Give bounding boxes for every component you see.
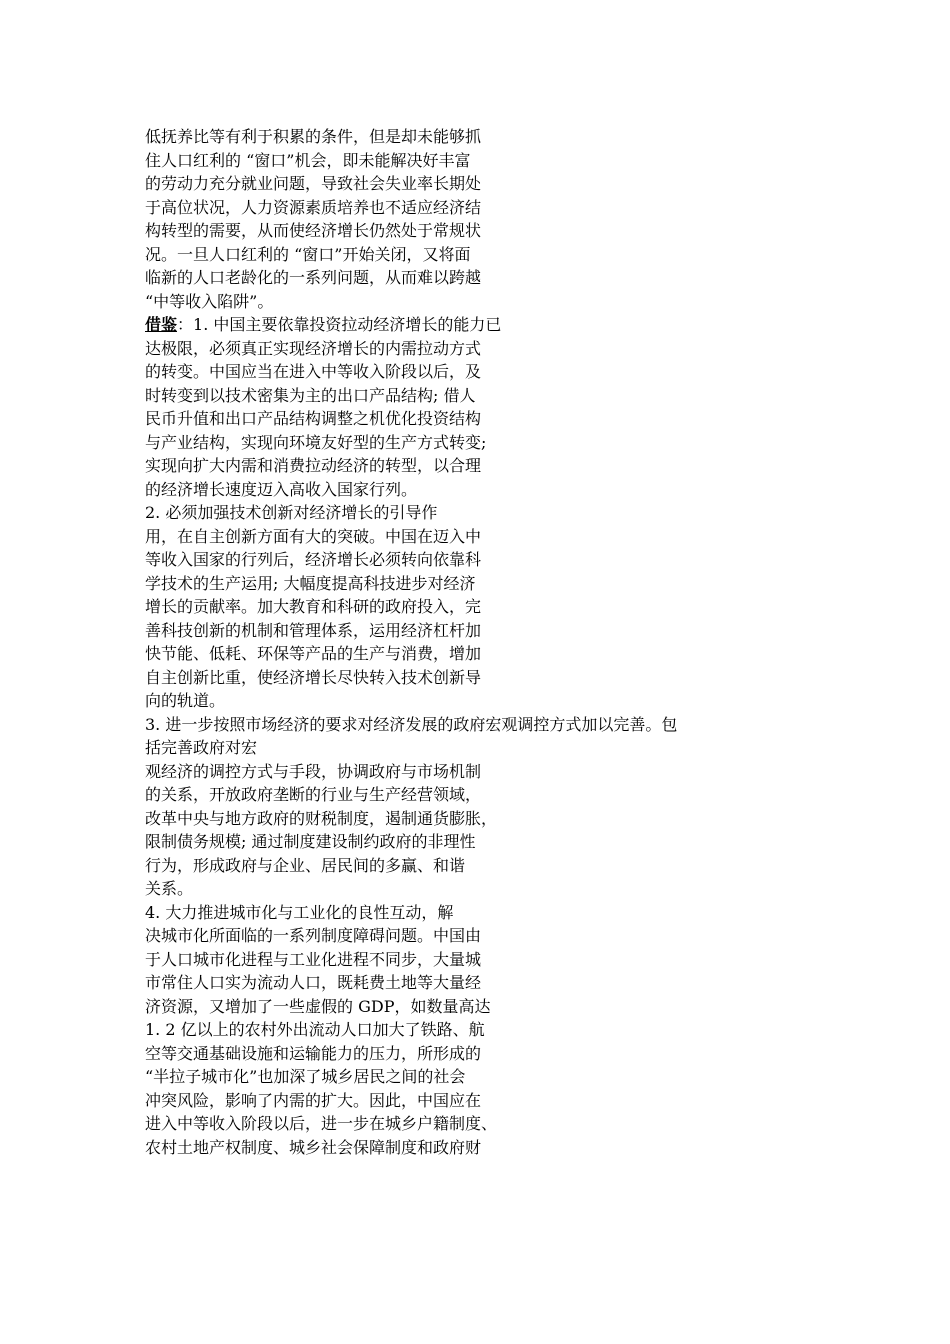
lesson-label: 借鉴	[145, 315, 178, 334]
text-line: 住人口红利的 “窗口”机会，即未能解决好丰富	[145, 150, 471, 170]
text-line: 实现向扩大内需和消费拉动经济的转型，以合理	[145, 456, 482, 475]
text-line: 于高位状况，人力资源素质培养也不适应经济结	[145, 197, 482, 217]
text-line: 农村土地产权制度、城乡社会保障制度和政府财	[145, 1137, 482, 1157]
text-line: 向的轨道。	[145, 691, 226, 710]
text-line: 的转变。中国应当在进入中等收入阶段以后，及	[145, 362, 482, 381]
text-line: 空等交通基础设施和运输能力的压力，所形成的	[145, 1043, 482, 1063]
body-text	[145, 125, 845, 1159]
text-line: 的劳动力充分就业问题，导致社会失业率长期处	[145, 174, 482, 193]
text-line: 4. 大力推进城市化与工业化的良性互动，解	[145, 902, 454, 922]
text-line: “半拉子城市化”也加深了城乡居民之间的社会	[145, 1067, 466, 1086]
text-line: 构转型的需要，从而使经济增长仍然处于常规状	[145, 221, 482, 240]
text-line: 关系。	[145, 879, 194, 898]
lesson-heading-line	[145, 313, 845, 337]
text-line: 学技术的生产运用; 大幅度提高科技进步对经济	[145, 573, 476, 593]
text-line: 1. 2 亿以上的农村外出流动人口加大了铁路、航	[145, 1020, 485, 1039]
text-line: 的关系，开放政府垄断的行业与生产经营领域，	[145, 785, 482, 804]
lesson-first-line-text: ：1. 中国主要依靠投资拉动经济增长的能力已	[177, 315, 502, 334]
text-line: 观经济的调控方式与手段，协调政府与市场机制	[145, 761, 482, 781]
text-line: 况。一旦人口红利的 “窗口”开始关闭，又将面	[145, 244, 471, 264]
text-line: 冲突风险，影响了内需的扩大。因此，中国应在	[145, 1090, 482, 1110]
text-line: 行为，形成政府与企业、居民间的多赢、和谐	[145, 855, 466, 875]
text-line: 低抚养比等有利于积累的条件，但是却未能够抓	[145, 127, 482, 146]
text-line: 增长的贡献率。加大教育和科研的政府投入，完	[145, 597, 482, 616]
text-line: 用，在自主创新方面有大的突破。中国在迈入中	[145, 526, 482, 546]
text-line: 时转变到以技术密集为主的出口产品结构; 借人	[145, 385, 476, 405]
text-line: 于人口城市化进程与工业化进程不同步，大量城	[145, 949, 482, 969]
text-line: 市常住人口实为流动人口，既耗费土地等大量经	[145, 973, 482, 992]
text-line: “中等收入陷阱”。	[145, 291, 274, 311]
text-line: 济资源，又增加了一些虚假的 GDP，如数量高达	[145, 996, 491, 1016]
text-line: 决城市化所面临的一系列制度障碍问题。中国由	[145, 926, 482, 945]
text-line: 自主创新比重，使经济增长尽快转入技术创新导	[145, 667, 482, 687]
text-line: 括完善政府对宏	[145, 738, 258, 757]
text-line: 民币升值和出口产品结构调整之机优化投资结构	[145, 409, 482, 428]
text-line: 进入中等收入阶段以后，进一步在城乡户籍制度、	[145, 1114, 498, 1133]
text-line: 与产业结构，实现向环境友好型的生产方式转变;	[145, 432, 487, 452]
text-line: 临新的人口老龄化的一系列问题，从而难以跨越	[145, 268, 482, 287]
text-line: 善科技创新的机制和管理体系，运用经济杠杆加	[145, 620, 482, 640]
text-line: 3. 进一步按照市场经济的要求对经济发展的政府宏观调控方式加以完善。包	[145, 714, 678, 734]
text-line: 的经济增长速度迈入高收入国家行列。	[145, 479, 418, 499]
text-line: 达极限，必须真正实现经济增长的内需拉动方式	[145, 338, 482, 358]
text-line: 改革中央与地方政府的财税制度，遏制通货膨胀，	[145, 808, 498, 828]
text-line: 限制债务规模; 通过制度建设制约政府的非理性	[145, 832, 476, 851]
text-line: 快节能、低耗、环保等产品的生产与消费，增加	[145, 644, 482, 663]
text-line: 等收入国家的行列后，经济增长必须转向依靠科	[145, 550, 482, 569]
text-line: 2. 必须加强技术创新对经济增长的引导作	[145, 503, 438, 522]
